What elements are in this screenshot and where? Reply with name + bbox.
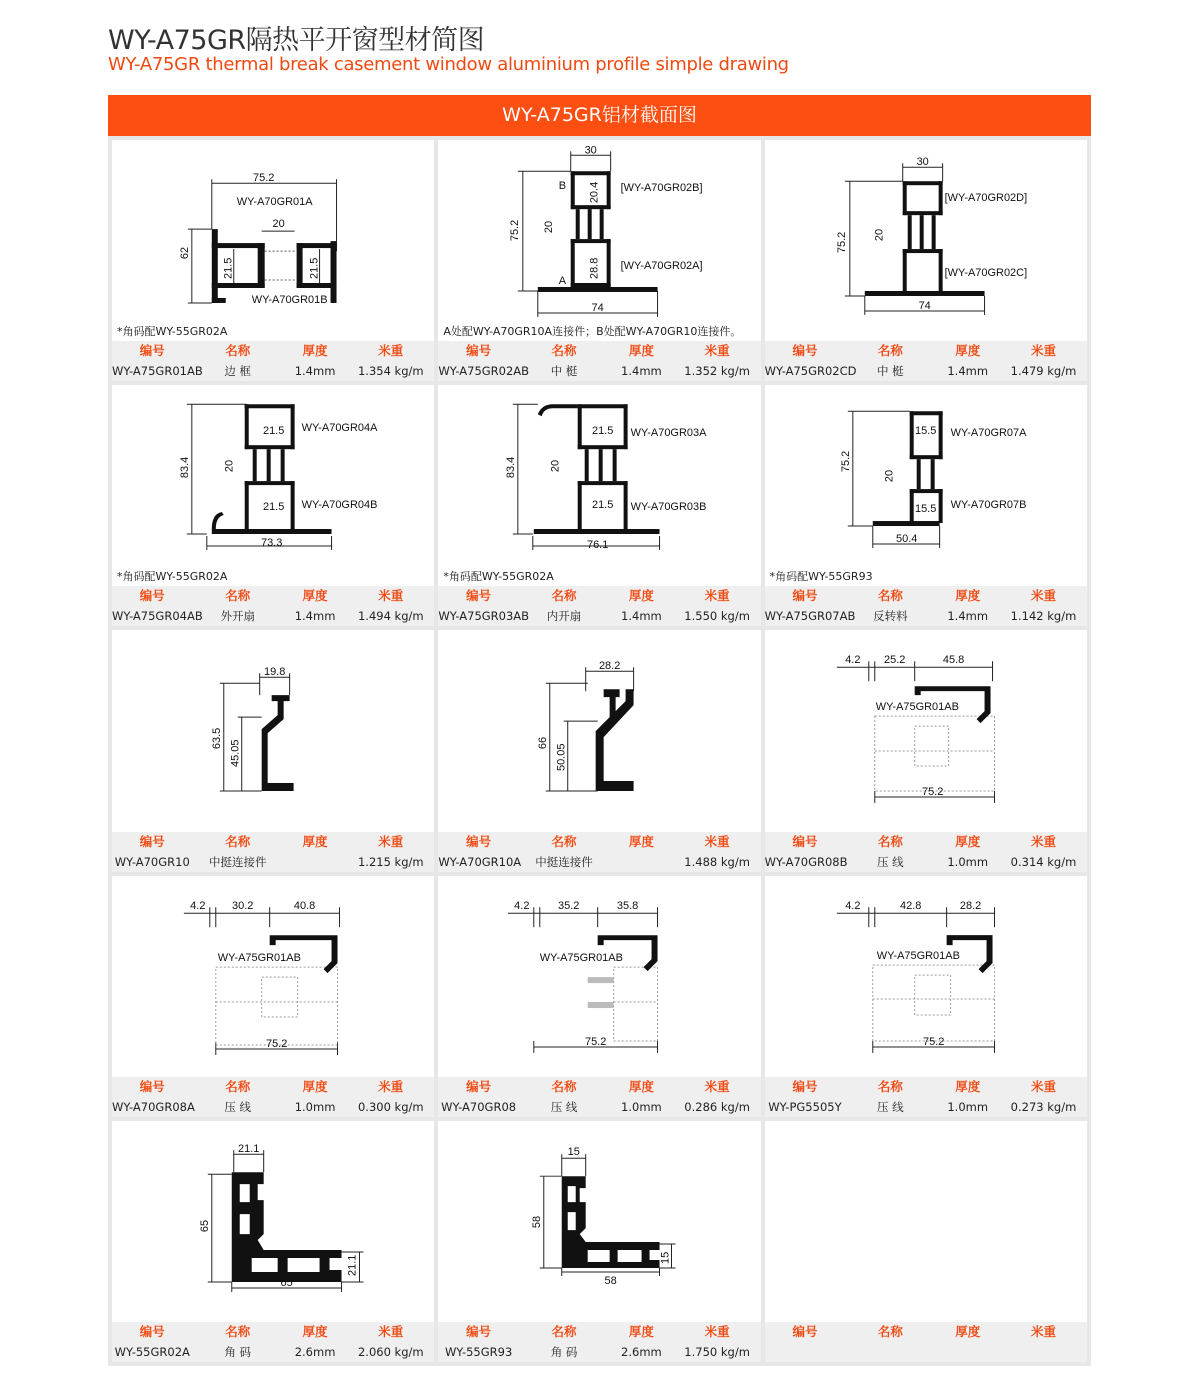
spec-code: WY-A70GR10A [438,854,522,869]
dim-label: 62 [178,246,191,260]
dim-label: 75.2 [253,172,275,185]
spec-header-thickness: 厚度 [955,1078,981,1094]
spec-code: WY-A75GR07AB [764,609,856,624]
dim-label: 74 [918,299,931,312]
spec-thickness [283,852,347,872]
profile-drawing [112,630,434,831]
spec-name: 中 梃 [550,364,578,379]
spec-header-weight: 米重 [378,1078,404,1094]
spec-header-thickness: 厚度 [628,343,654,359]
spec-code: WY-A70GR10 [114,854,190,869]
profile-svg [438,876,760,1077]
spec-thickness: 1.4mm [947,364,989,379]
profile-card [438,630,760,871]
profile-drawing [438,385,760,586]
spec-header-thickness: 厚度 [628,833,654,849]
profile-card [112,140,434,381]
spec-header-name: 名称 [225,343,251,359]
spec-name [845,1352,935,1362]
profile-note: *角码配WY-55GR02A [443,570,554,584]
spec-header-weight: 米重 [378,1323,404,1339]
dim-label: 15.5 [914,503,937,516]
spec-weight: 0.273 kg/m [1010,1099,1077,1114]
profile-card [112,630,434,871]
dim-label: 50.05 [556,743,569,772]
dim-label: 35.2 [558,899,580,912]
profile-svg [765,385,1087,586]
spec-code: WY-A75GR02CD [764,364,857,379]
part-label: WY-A70GR04A [301,422,378,435]
part-label: WY-A70GR01A [236,196,313,209]
spec-header-code: 编号 [139,343,165,359]
profile-card [438,385,760,626]
profile-svg [438,1121,760,1322]
spec-header-name: 名称 [551,343,577,359]
spec-header-thickness: 厚度 [955,343,981,359]
profile-card [112,876,434,1117]
spec-header-thickness: 厚度 [302,833,328,849]
spec-name: 角 码 [550,1344,578,1359]
spec-header-code: 编号 [466,1323,492,1339]
spec-weight: 1.494 kg/m [357,609,424,624]
spec-name: 压 线 [877,854,904,869]
profile-card [765,630,1087,871]
spec-header-thickness: 厚度 [955,588,981,604]
spec-code: WY-A75GR03AB [438,609,530,624]
spec-header-thickness: 厚度 [302,1323,328,1339]
dim-label: 30 [584,144,598,157]
spec-header-name: 名称 [877,343,903,359]
section-banner: WY-A75GR铝材截面图 [108,95,1091,136]
part-label: WY-A70GR07B [950,499,1027,512]
spec-header-thickness: 厚度 [302,343,328,359]
dim-label: 75.2 [835,231,848,254]
profile-svg [112,630,434,831]
spec-header-code: 编号 [792,343,818,359]
spec-table [438,586,760,626]
dim-label: 63.5 [210,728,223,750]
profile-drawing [112,1121,434,1322]
spec-header-name: 名称 [225,833,251,849]
spec-table [438,832,760,872]
spec-table [112,832,434,872]
spec-weight: 1.750 kg/m [684,1344,750,1359]
profile-drawing [765,385,1087,586]
spec-table [112,1322,434,1362]
dim-label: 4.2 [190,899,206,912]
spec-header-code: 编号 [466,833,492,849]
dim-label: 58 [531,1215,544,1228]
spec-name: 内开扇 [546,609,582,624]
spec-weight: 1.479 kg/m [1010,364,1077,379]
spec-header-name: 名称 [877,588,903,604]
spec-weight: 0.300 kg/m [357,1099,424,1114]
spec-name: 压 线 [877,1099,904,1114]
spec-code: WY-55GR93 [444,1344,513,1359]
spec-header-name: 名称 [551,1323,577,1339]
spec-code: WY-A70GR08 [441,1099,517,1114]
dim-label: 83.4 [178,456,191,479]
profile-svg [438,140,760,341]
spec-header-name: 名称 [877,833,903,849]
dim-label: 21.5 [308,257,321,280]
dim-label: 21.5 [222,257,235,280]
profile-drawing [438,876,760,1077]
dim-label: 75.2 [265,1037,288,1050]
spec-header-weight: 米重 [704,343,730,359]
profile-drawing [112,876,434,1077]
dim-label: 4.2 [514,899,530,912]
spec-header-weight: 米重 [704,588,730,604]
spec-thickness: 1.0mm [947,1099,989,1114]
spec-weight: 2.060 kg/m [357,1344,424,1359]
dim-label: 65 [198,1219,211,1232]
spec-header-name: 名称 [551,833,577,849]
dim-label: 75.2 [921,786,943,799]
spec-header-code: 编号 [466,1078,492,1094]
profile-card [765,385,1087,626]
part-label: WY-A75GR01AB [876,949,960,962]
dim-label: 20 [272,218,285,231]
spec-header-name: 名称 [225,588,251,604]
spec-table [438,1077,760,1117]
spec-header-weight: 米重 [704,1323,730,1339]
spec-name: 角 码 [224,1344,252,1359]
spec-name: 中 梃 [877,364,904,379]
dim-label: 20 [223,460,236,473]
spec-header-code: 编号 [139,1323,165,1339]
spec-code: WY-PG5505Y [768,1099,842,1114]
dim-label: 75.2 [922,1035,944,1048]
part-label: [WY-A70GR02A] [620,260,703,273]
spec-weight: 1.352 kg/m [684,364,750,379]
profile-card [112,385,434,626]
part-label: WY-A70GR03B [630,501,707,514]
spec-thickness: 1.0mm [947,854,989,869]
spec-thickness: 1.4mm [294,609,336,624]
dim-label: 75.2 [509,219,522,242]
spec-header-name: 名称 [551,1078,577,1094]
part-label: WY-A70GR07A [950,427,1027,440]
dim-label: 21.1 [238,1143,260,1156]
spec-thickness: 1.4mm [294,364,336,379]
dim-label: 30.2 [232,899,254,912]
spec-header-name: 名称 [225,1323,251,1339]
part-label: WY-A75GR01AB [217,951,301,964]
spec-code: WY-A75GR04AB [112,609,203,624]
spec-table [765,1322,1087,1362]
spec-thickness: 1.0mm [294,1099,336,1114]
profile-card [438,140,760,381]
spec-name: 中挺连接件 [535,854,593,869]
spec-thickness: 1.0mm [621,1099,662,1114]
spec-table [112,586,434,626]
spec-header-weight: 米重 [1030,1323,1056,1339]
spec-name: 边 框 [224,364,252,379]
spec-header-code: 编号 [466,588,492,604]
spec-weight: 1.550 kg/m [684,609,750,624]
dim-label: 21.5 [592,425,614,438]
spec-name: 中挺连接件 [208,854,267,869]
dim-label: 21.5 [262,425,285,438]
spec-thickness: 1.4mm [947,609,989,624]
spec-header-weight: 米重 [1030,588,1056,604]
spec-name: 外开扇 [220,609,255,624]
spec-table [765,1077,1087,1117]
spec-code: WY-A70GR08B [764,854,848,869]
section-mark: B [559,180,567,193]
spec-header-weight: 米重 [378,588,404,604]
dim-label: 4.2 [844,899,861,912]
profile-drawing [765,1121,1087,1322]
profile-note: *角码配WY-55GR02A [117,570,228,584]
profile-drawing [438,1121,760,1322]
spec-thickness: 2.6mm [621,1344,662,1359]
spec-header-code: 编号 [139,588,165,604]
spec-thickness: 1.4mm [621,364,662,379]
spec-code: WY-A75GR02AB [438,364,530,379]
part-label: WY-A70GR04B [301,499,378,512]
profile-drawing [765,630,1087,831]
profile-svg [112,140,434,341]
spec-weight: 1.142 kg/m [1010,609,1077,624]
page-subtitle: WY-A75GR thermal break casement window aluminium profile simple drawing [108,54,789,75]
spec-thickness: 2.6mm [294,1344,336,1359]
spec-thickness [609,852,673,872]
dim-label: 21.5 [262,501,285,514]
spec-weight: 1.215 kg/m [357,854,424,869]
spec-code: WY-A75GR01AB [112,364,203,379]
dim-label: 75.2 [839,450,852,473]
spec-name: 反转料 [873,609,908,624]
profile-card [438,1121,760,1362]
dim-label: 28.2 [599,660,621,673]
spec-header-code: 编号 [792,1323,818,1339]
spec-header-thickness: 厚度 [302,1078,328,1094]
spec-name: 压 线 [550,1099,578,1114]
spec-header-thickness: 厚度 [628,1078,654,1094]
dim-label: 15.5 [914,425,937,438]
part-label: WY-A70GR01B [251,293,328,306]
profile-note: *角码配WY-55GR02A [117,325,228,339]
spec-header-weight: 米重 [378,343,404,359]
dim-label: 15 [567,1146,581,1159]
spec-header-code: 编号 [792,1078,818,1094]
spec-header-thickness: 厚度 [955,1323,981,1339]
spec-header-code: 编号 [139,1078,165,1094]
part-label: WY-A75GR01AB [875,701,959,714]
part-label: WY-A75GR01AB [540,951,624,964]
profile-drawing [765,876,1087,1077]
spec-header-name: 名称 [225,1078,251,1094]
profile-svg [112,385,434,586]
profile-drawing [438,630,760,831]
dim-label: 40.8 [293,899,316,912]
profile-drawing [765,140,1087,341]
spec-weight: 1.488 kg/m [684,854,750,869]
dim-label: 20 [550,460,563,473]
dim-label: 58 [604,1274,618,1287]
spec-table [765,586,1087,626]
dim-label: 65 [280,1276,293,1289]
spec-weight: 1.354 kg/m [357,364,424,379]
spec-header-code: 编号 [139,833,165,849]
spec-header-thickness: 厚度 [628,1323,654,1339]
spec-table [112,1077,434,1117]
dim-label: 21.1 [346,1254,359,1276]
dim-label: 28.2 [959,899,981,912]
profile-drawing [438,140,760,341]
dim-label: 42.8 [899,899,922,912]
dim-label: 28.8 [588,257,601,280]
profile-svg [112,1121,434,1322]
spec-thickness [935,1352,999,1362]
part-label: [WY-A70GR02C] [944,267,1027,280]
spec-thickness: 1.4mm [621,609,662,624]
profile-svg [765,630,1087,831]
spec-code: WY-55GR02A [114,1344,190,1359]
profile-svg [765,140,1087,341]
spec-header-thickness: 厚度 [628,588,654,604]
spec-header-name: 名称 [877,1078,903,1094]
dim-label: 75.2 [585,1035,607,1048]
spec-table [438,1322,760,1362]
dim-label: 20.4 [588,181,601,204]
profile-card [112,1121,434,1362]
spec-header-name: 名称 [551,588,577,604]
dim-label: 45.8 [942,654,964,667]
dim-label: 15 [659,1251,672,1264]
dim-label: 20 [883,470,896,483]
profile-svg [765,876,1087,1077]
dim-label: 30 [916,156,929,169]
dim-label: 76.1 [587,539,609,552]
part-label: WY-A70GR03A [630,427,707,440]
dim-label: 74 [591,301,605,314]
spec-weight [1000,1352,1087,1362]
spec-header-weight: 米重 [704,1078,730,1094]
profile-svg [112,876,434,1077]
spec-header-weight: 米重 [1030,833,1056,849]
dim-label: 45.05 [229,739,242,768]
dim-label: 21.5 [592,499,614,512]
dim-label: 73.3 [260,537,283,550]
dim-label: 19.8 [263,666,286,679]
spec-weight: 0.286 kg/m [684,1099,750,1114]
profile-svg [438,630,760,831]
part-label: [WY-A70GR02B] [620,182,703,195]
spec-table [112,341,434,381]
dim-label: 83.4 [505,456,518,479]
dim-label: 35.8 [617,899,639,912]
spec-header-thickness: 厚度 [955,833,981,849]
profile-drawing [112,140,434,341]
dim-label: 20 [543,220,556,234]
spec-header-name: 名称 [877,1323,903,1339]
page-title: WY-A75GR隔热平开窗型材简图 [108,25,485,56]
spec-header-weight: 米重 [704,833,730,849]
spec-weight: 0.314 kg/m [1010,854,1077,869]
profile-card [765,876,1087,1117]
spec-table [438,341,760,381]
profile-drawing [112,385,434,586]
dim-label: 25.2 [883,654,906,667]
spec-header-code: 编号 [466,343,492,359]
profile-note: A处配WY-A70GR10A连接件；B处配WY-A70GR10连接件。 [443,325,742,339]
spec-name: 压 线 [224,1099,252,1114]
profile-card [765,140,1087,381]
spec-header-thickness: 厚度 [302,588,328,604]
spec-code: WY-A70GR08A [112,1099,195,1114]
profile-card-empty [765,1121,1087,1362]
spec-header-code: 编号 [792,833,818,849]
profile-card [438,876,760,1117]
spec-table [765,832,1087,872]
dim-label: 20 [873,228,886,242]
spec-header-weight: 米重 [1030,343,1056,359]
spec-table [765,341,1087,381]
spec-header-code: 编号 [792,588,818,604]
dim-label: 4.2 [844,654,861,667]
profile-note: *角码配WY-55GR93 [769,570,873,584]
spec-code [765,1352,846,1362]
dim-label: 50.4 [895,533,918,546]
spec-header-weight: 米重 [378,833,404,849]
dim-label: 66 [537,737,550,750]
section-mark: A [559,275,567,288]
profile-grid [108,136,1091,1366]
part-label: [WY-A70GR02D] [944,192,1027,205]
spec-header-weight: 米重 [1030,1078,1056,1094]
profile-svg [438,385,760,586]
